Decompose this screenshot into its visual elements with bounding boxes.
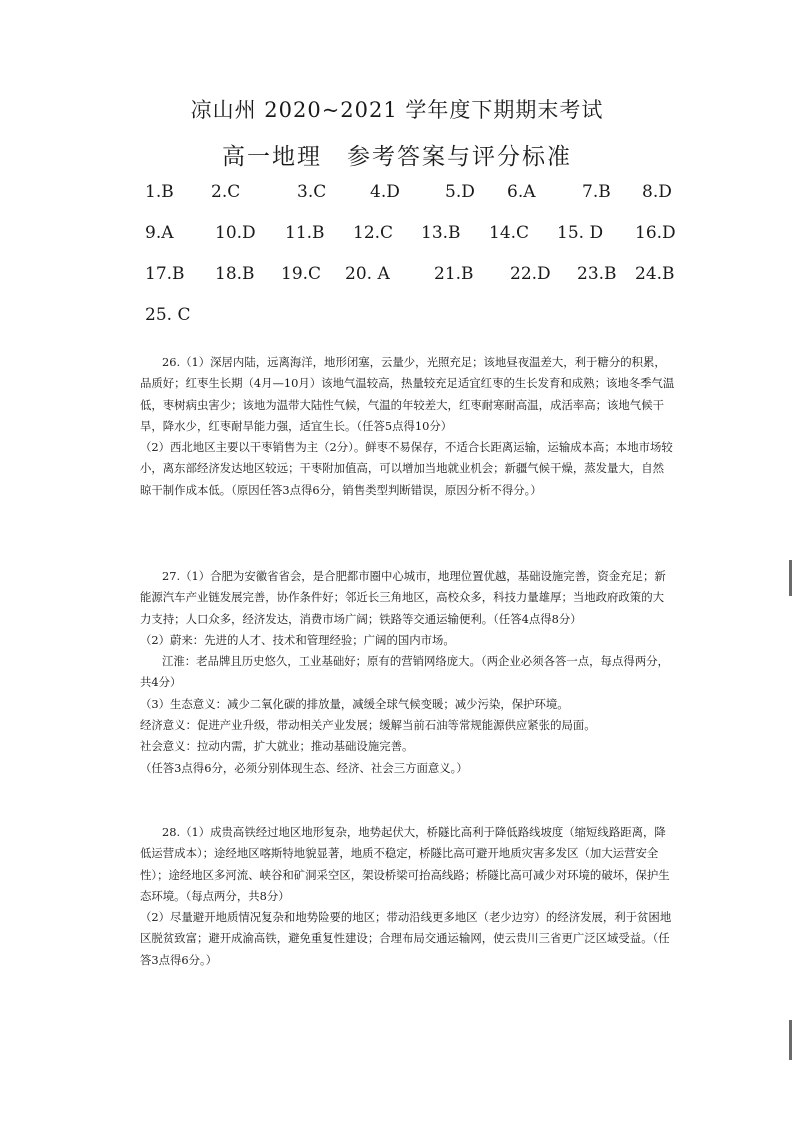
scan-edge-mark <box>789 1020 792 1060</box>
q26-part1: 26.（1）深居内陆，远离海洋，地形闭塞，云量少，光照充足；该地昼夜温差大，利于糖分的积累，品质好；红枣生长期（4月—10月）该地气温较高，热量较充足适宜红枣的生长发育和成熟；该地冬季气温低，枣树病虫害少；该地为温带大陆性气候，气温的年较差大，红枣耐寒耐高温，成活率高；该地气候干旱，降水少，红枣耐旱能力强，适宜生长。（任答5点得10分） <box>140 355 675 433</box>
exam-subtitle: 高一地理 参考答案与评分标准 <box>222 144 572 170</box>
answer-row <box>145 264 705 305</box>
answer-item: 24.B <box>635 264 675 284</box>
answer-item: 5.D <box>445 182 475 202</box>
q27-part3-economic: 经济意义：促进产业升级，带动相关产业发展；缓解当前石油等常规能源供应紧张的局面。 <box>140 718 596 733</box>
answer-item: 20. A <box>345 264 390 284</box>
answer-item: 7.B <box>582 182 611 202</box>
q27-part3-social: 社会意义：拉动内需，扩大就业；推动基础设施完善。 <box>140 739 414 754</box>
answer-item: 2.C <box>211 182 241 202</box>
q26-part2: （2）西北地区主要以干枣销售为主（2分）。鲜枣不易保存，不适合长距离运输，运输成本高；本地市场较小，离东部经济发达地区较远；干枣附加值高，可以增加当地就业机会；新疆气候干燥，蒸发量大，自然晾干制作成本低。（原因任答3点得6分，销售类型判断错误，原因分析不得分。） <box>140 440 673 497</box>
exam-title: 凉山州 2020~2021 学年度下期期末考试 <box>190 98 604 122</box>
q27-part3-ecological: （3）生态意义：减少二氧化碳的排放量，减缓全球气候变暖；减少污染，保护环境。 <box>140 696 569 711</box>
q27-part2-jianghuai: 江淮：老品牌且历史悠久，工业基础好；原有的营销网络庞大。（两企业必须各答一点，每点得两分，共4分） <box>140 654 669 690</box>
answer-item: 18.B <box>215 264 255 284</box>
answer-row <box>145 305 705 346</box>
answer-item: 10.D <box>215 223 256 243</box>
answer-item: 25. C <box>145 305 191 325</box>
answer-item: 17.B <box>145 264 185 284</box>
answer-item: 8.D <box>642 182 672 202</box>
answer-row <box>145 182 705 223</box>
q28-part2: （2）尽量避开地质情况复杂和地势险要的地区；带动沿线更多地区（老少边穷）的经济发展，利于贫困地区脱贫致富；避开成渝高铁，避免重复性建设；合理布局交通运输网，使云贵川三省更广泛区域受益。（任答3点得6分。） <box>140 910 672 967</box>
answer-item: 9.A <box>145 223 174 243</box>
q27-part2: （2）蔚来：先进的人才、技术和管理经验；广阔的国内市场。 <box>140 632 455 647</box>
answer-item: 15. D <box>557 223 604 243</box>
answer-item: 21.B <box>434 264 474 284</box>
answer-item: 1.B <box>145 182 174 202</box>
q28-part1: 28.（1）成贵高铁经过地区地形复杂，地势起伏大，桥隧比高利于降低路线坡度（缩短线路距离，降低运营成本）；途经地区喀斯特地貌显著，地质不稳定，桥隧比高可避开地质灾害多发区（加大运营安全性）；途经地区多河流、峡谷和矿洞采空区，架设桥梁可抬高线路；桥隧比高可减少对环境的破坏，保护生态环境。（每点两分，共8分） <box>140 825 670 903</box>
question-28-answer <box>140 822 675 971</box>
answer-item: 6.A <box>507 182 536 202</box>
answer-item: 16.D <box>635 223 676 243</box>
answer-item: 19.C <box>281 264 322 284</box>
question-26-answer <box>140 352 675 501</box>
scan-edge-mark <box>789 560 792 596</box>
choice-answers-grid <box>145 182 705 346</box>
answer-item: 14.C <box>489 223 530 243</box>
answer-item: 22.D <box>510 264 551 284</box>
answer-item: 3.C <box>297 182 327 202</box>
answer-item: 4.D <box>370 182 400 202</box>
answer-item: 11.B <box>285 223 325 243</box>
answer-row <box>145 223 705 264</box>
q27-scoring-note: （任答3点得6分，必须分别体现生态、经济、社会三方面意义。） <box>140 760 468 775</box>
answer-item: 12.C <box>353 223 394 243</box>
question-27-answer <box>140 566 675 779</box>
answer-item: 13.B <box>421 223 461 243</box>
q27-part1: 27.（1）合肥为安徽省省会，是合肥都市圈中心城市，地理位置优越，基础设施完善，资金充足；新能源汽车产业链发展完善，协作条件好；邻近长三角地区，高校众多，科技力量雄厚；当地政府政策的大力支持；人口众多，经济发达，消费市场广阔；铁路等交通运输便利。（任答4点得8分） <box>140 569 666 626</box>
answer-item: 23.B <box>577 264 617 284</box>
